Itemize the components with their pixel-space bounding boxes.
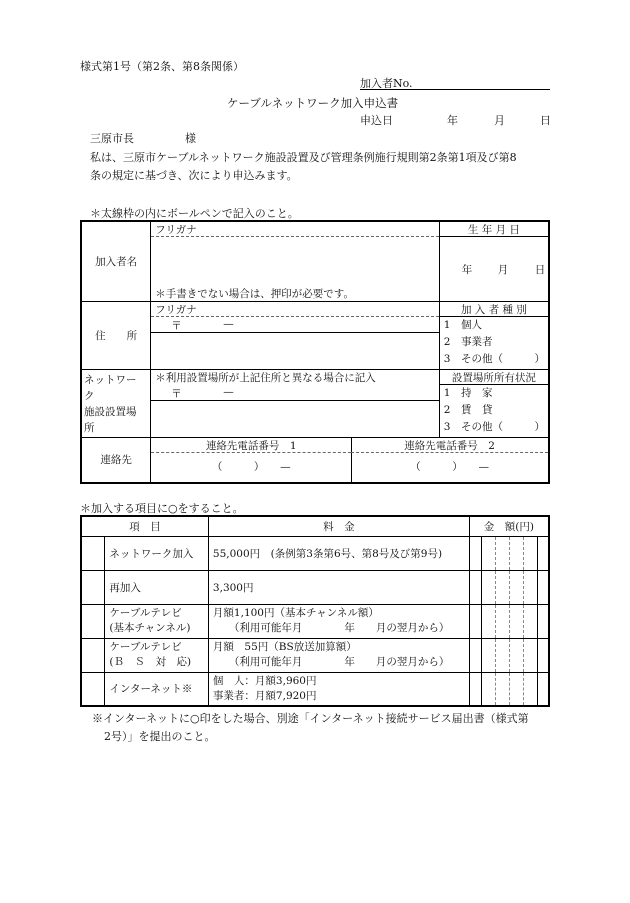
table-row xyxy=(81,638,549,672)
ownership-label: 設置場所所有状況 xyxy=(440,370,548,385)
applicant-name-field[interactable] xyxy=(151,221,439,301)
date-month-label: 月 xyxy=(494,114,505,127)
item-fee: 月額 55円（BS放送加算額） （利用可能年月 年 月の翌月から） xyxy=(208,638,469,672)
applicant-table xyxy=(80,220,550,484)
ownership-field[interactable] xyxy=(439,369,549,437)
ownership-own[interactable]: 1 持 家 xyxy=(443,386,493,399)
addressee: 三原市長 xyxy=(90,132,134,145)
footnote-line-2: 2号）」を提出のこと。 xyxy=(104,730,216,743)
circle-cell-rejoin[interactable] xyxy=(81,570,105,604)
applicant-furigana: フリガナ xyxy=(151,222,438,237)
footnote-line-1: ※インターネットに○印をした場合、別途「インターネット接続サービス届出書（様式第 xyxy=(92,712,529,725)
form-note: ＊太線枠の内にボールペンで記入のこと。 xyxy=(90,207,299,220)
honorific: 様 xyxy=(185,132,196,145)
address-label: 住 所 xyxy=(95,329,138,342)
item-fee: 月額1,100円（基本チャンネル額） （利用可能年月 年 月の翌月から） xyxy=(208,604,469,638)
intro-line-1: 私は、三原市ケーブルネットワーク施設設置及び管理条例施行規則第2条第1項及び第8 xyxy=(90,151,517,164)
intro-line-2: 条の規定に基づき、次により申込みます。 xyxy=(90,169,298,182)
applicant-label-cell xyxy=(81,221,151,301)
network-label-line-2: ク xyxy=(84,389,95,402)
table-row xyxy=(81,672,549,706)
phone-2-label: 連絡先電話番号 2 xyxy=(351,438,548,453)
member-number-field[interactable] xyxy=(360,75,550,90)
item-name: ケーブルテレビ (Ｂ Ｓ 対 応) xyxy=(105,638,209,672)
application-date xyxy=(360,112,393,128)
table-row xyxy=(81,570,549,604)
item-fee: 55,000円 (条例第3条第6号、第8号及び第9号) xyxy=(208,536,469,570)
birth-year-label: 年 xyxy=(461,264,473,276)
form-number: 様式第1号（第2条、第8条関係） xyxy=(80,60,244,73)
network-label-line-3: 施設設置場 xyxy=(84,405,137,418)
form-title: ケーブルネットワーク加入申込書 xyxy=(227,96,399,110)
applicant-label: 加入者名 xyxy=(95,255,138,268)
member-type-business[interactable]: 2 事業者 xyxy=(443,335,493,348)
address-field[interactable] xyxy=(151,301,439,369)
contact-label-cell xyxy=(81,437,151,483)
network-note: ＊利用設置場所が上記住所と異なる場合に記入 xyxy=(155,371,376,384)
phone-1-format: （ ） — xyxy=(211,460,291,473)
birth-day-label: 日 xyxy=(534,264,546,276)
phone-2-format: （ ） — xyxy=(410,460,490,473)
contact-label: 連絡先 xyxy=(100,454,132,466)
seal-note: ＊手書きでない場合は、押印が必要です。 xyxy=(155,288,354,300)
table-row xyxy=(81,536,549,570)
birth-month-label: 月 xyxy=(497,264,509,276)
ownership-other[interactable]: 3 その他（ ） xyxy=(443,420,545,433)
item-name: 再加入 xyxy=(105,570,209,604)
date-label: 申込日 xyxy=(360,114,393,127)
member-number-label: 加入者No. xyxy=(360,77,413,90)
address-label-cell xyxy=(81,301,151,369)
date-year-label: 年 xyxy=(447,114,458,127)
network-postal-dash: — xyxy=(223,385,234,398)
item-fee: 個 人：月額3,960円 事業者：月額7,920円 xyxy=(208,672,469,706)
item-name: インターネット※ xyxy=(105,672,209,706)
birthdate-label: 生 年 月 日 xyxy=(440,222,548,237)
item-name: ケーブルテレビ (基本チャンネル) xyxy=(105,604,209,638)
phone-1-field[interactable] xyxy=(151,438,352,482)
circle-cell-network[interactable] xyxy=(81,536,105,570)
col-item-header: 項 目 xyxy=(81,516,208,536)
table-row xyxy=(81,604,549,638)
col-fee-header: 料 金 xyxy=(208,516,469,536)
contact-field[interactable] xyxy=(151,437,549,483)
item-fee: 3,300円 xyxy=(208,570,469,604)
member-type-label: 加 入 者 種 別 xyxy=(440,302,548,317)
circle-cell-catv-basic[interactable] xyxy=(81,604,105,638)
network-label-cell xyxy=(81,369,151,437)
network-postal-mark: 〒 xyxy=(171,387,182,400)
member-type-other[interactable]: 3 その他（ ） xyxy=(443,352,545,365)
member-type-field[interactable] xyxy=(439,301,549,369)
address-furigana: フリガナ xyxy=(151,302,438,317)
circle-cell-catv-bs[interactable] xyxy=(81,638,105,672)
phone-2-field[interactable] xyxy=(351,438,548,482)
birthdate-field[interactable] xyxy=(439,221,549,301)
network-label-line-4: 所 xyxy=(84,421,95,434)
postal-dash: — xyxy=(223,317,234,330)
circle-cell-internet[interactable] xyxy=(81,672,105,706)
postal-mark: 〒 xyxy=(171,319,182,332)
ownership-rent[interactable]: 2 賃 貸 xyxy=(443,403,493,416)
date-day-label: 日 xyxy=(540,114,551,127)
network-label-line-1: ネットワー xyxy=(84,373,137,386)
member-type-individual[interactable]: 1 個人 xyxy=(443,318,482,331)
items-table xyxy=(80,515,550,707)
item-name: ネットワーク加入 xyxy=(105,536,209,570)
phone-1-label: 連絡先電話番号 1 xyxy=(151,438,351,453)
network-location-field[interactable] xyxy=(151,369,439,437)
col-amount-header: 金 額(円) xyxy=(469,516,549,536)
items-note: ＊加入する項目に○をすること。 xyxy=(80,502,244,515)
